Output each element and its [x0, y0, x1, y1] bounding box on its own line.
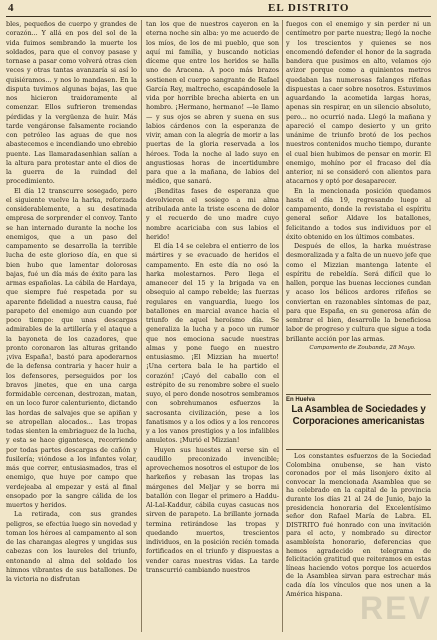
text-column-2 — [146, 20, 279, 635]
article-body — [286, 452, 431, 598]
paragraph: La retirada, con sus grandes peligros, se efectúa luego sin novedad y toman los héroes al campamento al son de las charangas alegres y ungidas sus cabezas con los laureles del triunfo, entonando al alma del soldado los himnos vibrantes de sus batallones. De la victoria no disfrutan — [6, 510, 137, 583]
newspaper-title: EL DISTRITO — [268, 2, 350, 14]
paragraph: El día 12 transcurre sosegado, pero el siguiente vuelve la harka, reforzada considerablemente, a su desatinada empresa de sorprender el convoy. Tanto se han internado durante la noche los enemigos, que a un paso del campamento se desarrolla la terrible lucha de este glorioso día, en que si bien hubo que lamentar dolorosas bajas, fué un día más de éxito para las armas españolas. La cábila de Hardaya, que siempre fué respetada por su aparente fidelidad a nuestra causa, fué parapeto del enemigo aun cuando por poco tiempo: que unas descargas admirables de la artillería y el ataque a la bayoneta de los cazadores, que pronto coronaron las alturas gritando ¡viva España!, bastó para apoderarnos de la defensa contraria y hacer huir a los defensores, perseguidos por los bravos jinetes, que en una carga formidable cercenan, destrozan, matan, en un loco furor calenturiento, dictando las hordas de salvajes que se apiñan y se atropellan alocados... Las tropas todas sienten la embriaguez de la lucha, y esta se hace gigantesca, recorriendo por todas partes descargas de cañón y fusilería; vióndose a los infantes volar, más que correr, entusiasmados, tras el enemigo, que huye por campo que verdejeaba al empezar y está al final ensopado por la sangre cálida de los muertos y heridos. — [6, 186, 137, 509]
header-rule — [6, 16, 431, 17]
column-divider — [141, 20, 142, 632]
page-number: 4 — [8, 2, 14, 14]
section-kicker: En Huelva — [286, 397, 316, 403]
headline-rule — [286, 449, 431, 450]
text-column-3 — [286, 20, 431, 392]
paragraph: Huyen sus huestes al verse sin el caudillo preconizado invencible; aprovechemos nosotros el estupor de los harkeños y rebasan las tropas las márgenes del Meljar y se borra mi batallón con llegar el primero a Haddu-Al-Lal-Kaddur, cábila cuyas casucas nos sirven de parapeto. La brillante jornada termina retirándose las tropas y quedando muertos, trescientos individuos, en la posición recién tomada fortificados en el triunfo y dispuestas a vender caras nuestras vidas. La tarde transcurrió cambiando nuestros — [146, 445, 279, 574]
dateline: Campamento de Zoubanda, 28 Mayo. — [309, 344, 416, 351]
page-header — [6, 2, 431, 16]
archive-watermark: REV — [360, 590, 432, 626]
paragraph: ¡Benditas fases de esperanza que devolvieron el sosiego a mi alma atribulada ante la triste escena de dolor y el recuerdo de uno madre cuyo nombre acariciaba con sus labios el herido! — [146, 186, 279, 241]
paragraph: fuegos con el enemigo y sin perder ni un centímetro por parte nuestra; llegó la noche y los trescientos y quienes se nos encomendó defender el honor de la sagrada bandera que pusimos en alto, velamos ojo avizor porque como a quinientos metros quedaban las numerosas falanges rifeñas dispuestas a caer sobre nosotros. Estuvimos aguardando la acometida largas horas, apenas sin respirar, en un silencio absoluto, pero... no ocurrió nada. Llegó la mañana y apareció el campo desierto y un grito unánime de triunfo brotó de los pechos nuestros contenidos mucho tiempo, durante el cual bien hubimos de pensar en morir. El enemigo, mohíno por el fracaso del día anterior, ni se consideró con alientos para atacarnos y optó por desaparecer. — [286, 20, 431, 186]
column-divider — [282, 20, 283, 632]
paragraph: bles, pequeños de cuerpo y grandes de corazón... Y allá en pos del sol de la vida fuimos sembrando la muerte los soldados, para que el convoy pasase y tornase a pasar como volverá otras cien veces y otras tantas avanzaría si así lo quisiéramos... y nos lo mandasen. En la disputa tuvimos algunas bajas, las que nos hicieron traidoramente al comenzar. Ellos sufrieron tremendas pérdidas y la vergüenza de huir. Más tarde vengáronse falsamente rociando con petróleo las aguas de que nos abastecemos e incendiando uno ebrebio puente. Las llamaradasenhian salían a la altura para protestar ante el dios de la guerra de la ruindad del procedimiento. — [6, 20, 137, 186]
paragraph: En la mencionada posición quedamos hasta el día 19, regresando luego al campamento, donde la revistaba el espíritu general señor Aldave los batallones, felicitando a todos sus individuos por el éxito obtenido en los últimos combates. — [286, 186, 431, 241]
section-rule — [286, 394, 431, 395]
paragraph: Los constantes esfuerzos de la Sociedad Colombina onubense, se han visto coronados por el más lisonjero éxito al convocar la mencionada Asamblea que se ha celebrado en la capital de la provincia durante los días 21 al 24 de Junio, bajo la presidencia honoraria del Excelentísimo señor don Rafael María de Labra. EL DISTRITO fué honrado con una invitación para el acto, y nombrado su director asambleísta honorario, deferencias que hemos agradecido en telegrama de felicitación gratitud que reiteramos en estas líneas haciendo votos porque los acuerdos de la Asamblea sirvan para estrechar más cada día los vínculos que nos unen a la América hispana. — [286, 452, 431, 598]
text-column-1 — [6, 20, 137, 635]
paragraph: El día 14 se celebra el entierro de los mártires y se evacuado de heridos el campamento. En este día no osó la harka molestarnos. Pero llega el amanecer del 15 y la brigada va en obsequio al campo rebelde; las fuerzas regulares en vanguardia, luego los batallones en marcial avance hacia el triunfo de aquel heroísmo día. Se generaliza la lucha y a poco un rumor que nos emociona sacude nuestras almas y pone fuego en nuestro entusiasmo. ¡El Mizzian ha muerto! ¡Una certera bala le ha partido el corazón! ¡Cayó del caballo con el estrépito de su renombre sobre el suelo suyo, el pero donde nosotros sembramos con sobrehumanos esfuerzos la sacrosanta civilización, pese a los fanatismos y a los odios y a los rencores y a los vanos prestigios y a los infalibles amuletos. ¡Murió el Mizzian! — [146, 242, 279, 445]
paragraph: Después de ellos, la harka muéstrase desmoralizada y a falta de un nuevo jefe que como el Mizzian mantenga latente el espíritu de rebeldía. Será difícil que lo hallen, porque las buenas lecciones cundan y acaso los bélicos ardores rifeños se conviertan en razonables síntomas de paz, para que España, en su generosa afán de sembrar el bien, desarrolle la beneficiosa labor de progreso y cultura que sigue a toda brillante acción por las armas. — [286, 242, 431, 343]
paragraph: tan los que de nuestros cayeron en la eterna noche sin alba: yo me acuerdo de los míos, de los de mi pueblo, que son aquí mi familia, y buscando noticias díceme que entre los heridos se halla uno de Aracena. A poco más brazos sostienen el cuerpo sangrante de Rafael García Rey, maltrecho, escapándosele la vida por horrible brecha abierta en un hombro. ¡Hermano, hermano! —le llamo— y sus ojos se abren y suena en sus labios cárdenos con la esperanza de vivir, aman con la alegría de morir a las puertas de la gloria reservada a los héroes. Toda la noche al lado suyo en angustiosas horas de incertidumbre para que a la mañana, de labios del médico, que sanará. — [146, 20, 279, 186]
article-headline: La Asamblea de Sociedades y Corporaciones americanistas — [291, 404, 426, 427]
